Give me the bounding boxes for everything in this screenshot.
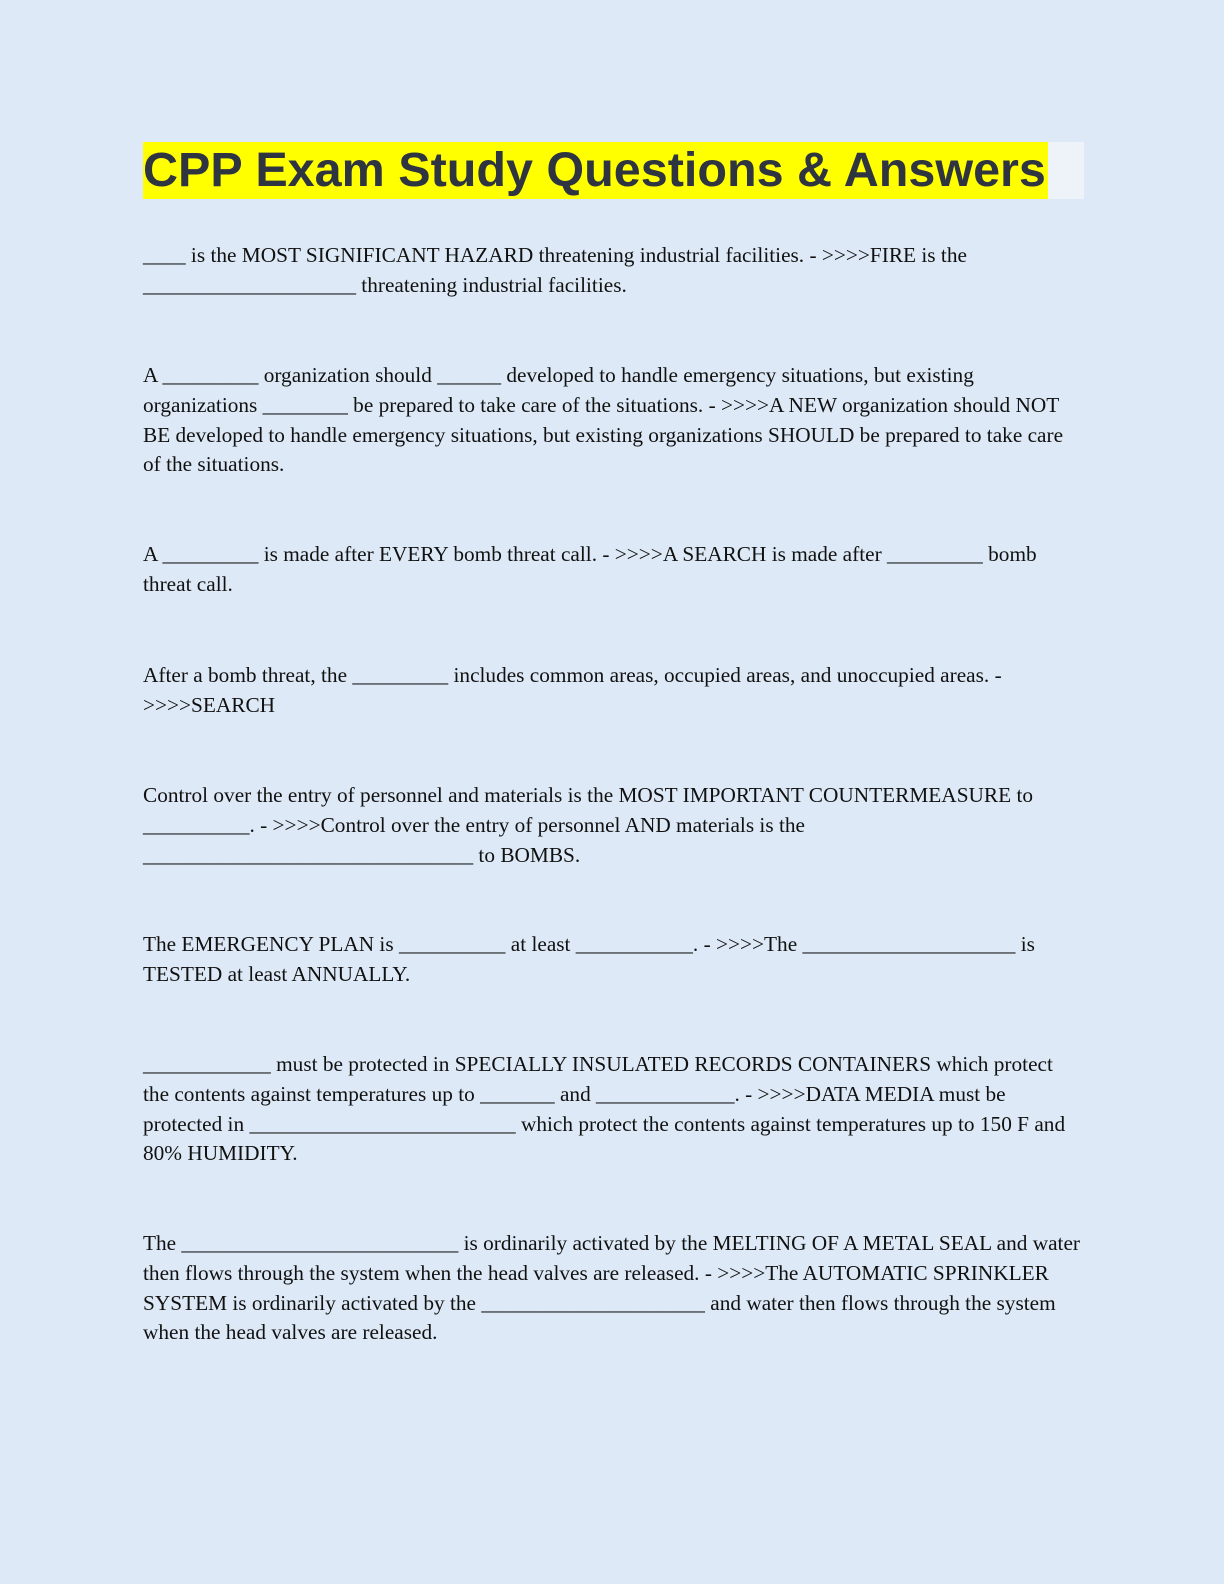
qa-item: After a bomb threat, the _________ includes common areas, occupied areas, and unoccupied areas. - >>>>SEARCH bbox=[143, 663, 1002, 717]
qa-item: ____________ must be protected in SPECIALLY INSULATED RECORDS CONTAINERS which protect the contents against temperatures up to _______ and _____________. - >>>>DATA MEDIA must be protected in _________________________ which protect the contents against temperatures up to 150 F and 80% HUMIDITY. bbox=[143, 1052, 1066, 1166]
qa-item: The __________________________ is ordinarily activated by the MELTING OF A METAL SEAL and water then flows through the system when the head valves are released. - >>>>The AUTOMATIC SPRINKLER SYSTEM is ordinarily activated by the _____________________ and water then flows through the system when the head valves are released. bbox=[143, 1231, 1080, 1345]
qa-item: A _________ is made after EVERY bomb threat call. - >>>>A SEARCH is made after _________ bomb threat call. bbox=[143, 542, 1037, 596]
document-title: CPP Exam Study Questions & Answers bbox=[143, 143, 1046, 197]
qa-item: The EMERGENCY PLAN is __________ at least ___________. - >>>>The ____________________ is TESTED at least ANNUALLY. bbox=[143, 932, 1035, 986]
qa-item: Control over the entry of personnel and materials is the MOST IMPORTANT COUNTERMEASURE to __________. - >>>>Control over the entry of personnel AND materials is the _______________________________ to BOMBS. bbox=[143, 783, 1034, 867]
qa-item: ____ is the MOST SIGNIFICANT HAZARD threatening industrial facilities. - >>>>FIRE is the ____________________ threatening industrial facilities. bbox=[143, 243, 967, 297]
qa-item: A _________ organization should ______ developed to handle emergency situations, but existing organizations ________ be prepared to take care of the situations. - >>>>A NEW organization should NOT BE developed to handle emergency situations, but existing organizations SHOULD be prepared to take care of the situations. bbox=[143, 363, 1064, 477]
title-banner bbox=[143, 142, 1084, 199]
